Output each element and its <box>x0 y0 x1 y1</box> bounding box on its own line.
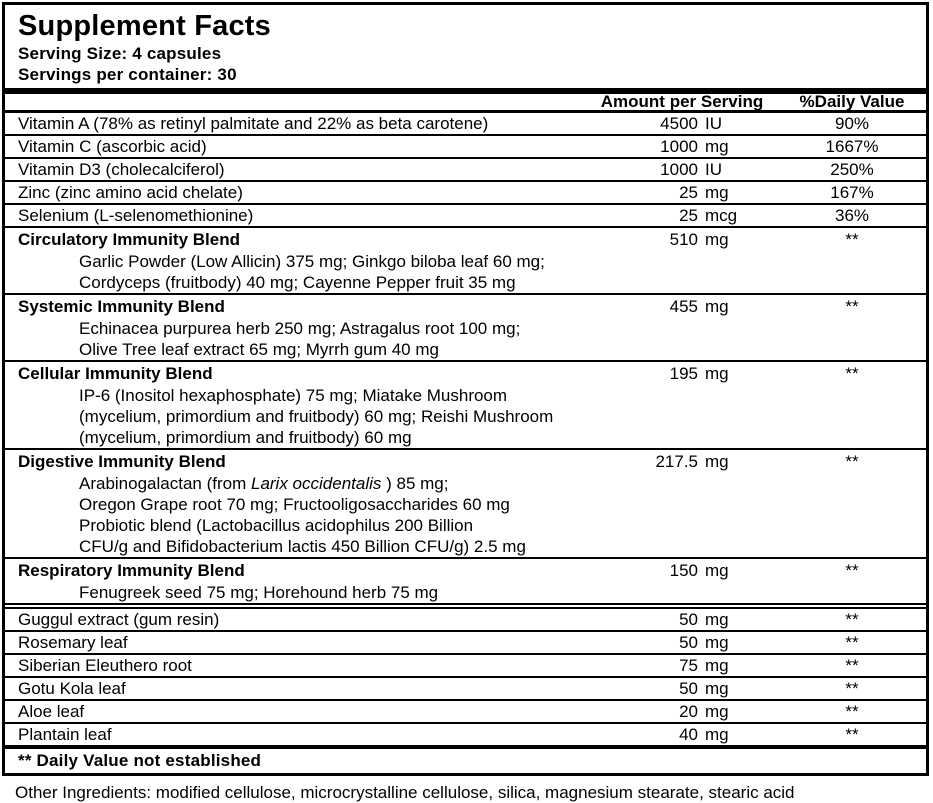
component-text: IP-6 (Inositol hexaphosphate) 75 mg; Miatake Mushroom <box>79 386 508 405</box>
ingredient-name: Digestive Immunity Blend <box>18 452 226 471</box>
supplement-facts-panel <box>2 2 929 776</box>
ingredient-name: Zinc (zinc amino acid chelate) <box>18 183 243 202</box>
component-text: (mycelium, primordium and fruitbody) 60 mg <box>79 428 412 447</box>
table-row-main <box>5 632 926 653</box>
table-row-main <box>5 113 926 134</box>
component-text: ) 85 mg; <box>381 474 449 493</box>
table-row-main <box>5 724 926 745</box>
ingredient-table <box>5 113 926 745</box>
ingredient-name: Aloe leaf <box>18 702 85 721</box>
amount-value: 20 <box>679 702 698 721</box>
blend-components-line <box>5 318 926 339</box>
daily-value: ** <box>845 297 859 316</box>
table-row-main <box>5 228 926 251</box>
amount-value: 40 <box>679 725 698 744</box>
table-row-main <box>5 701 926 722</box>
component-text: Olive Tree leaf extract 65 mg; Myrrh gum 40 mg <box>79 340 439 359</box>
table-row-main <box>5 450 926 473</box>
amount-unit: mg <box>705 725 729 744</box>
component-text: Probiotic blend (Lactobacillus acidophilus 200 Billion <box>79 516 474 535</box>
daily-value: ** <box>845 702 859 721</box>
table-row <box>5 557 926 603</box>
latin-species-name: Larix occidentalis <box>250 474 382 493</box>
amount-value: 195 <box>669 364 698 383</box>
amount-value: 75 <box>679 656 698 675</box>
blend-components-line <box>5 385 926 406</box>
blend-components-line <box>5 272 926 293</box>
component-text: Cordyceps (fruitbody) 40 mg; Cayenne Pepper fruit 35 mg <box>79 273 516 292</box>
daily-value: ** <box>845 452 859 471</box>
column-header-row <box>5 94 926 113</box>
component-text: Arabinogalactan (from <box>79 474 251 493</box>
amount-unit: mg <box>705 297 729 316</box>
table-row <box>5 226 926 293</box>
ingredient-name: Rosemary leaf <box>18 633 128 652</box>
table-row-main <box>5 159 926 180</box>
daily-value: 167% <box>830 183 874 202</box>
amount-value: 50 <box>679 679 698 698</box>
component-text: Oregon Grape root 70 mg; Fructooligosaccharides 60 mg <box>79 495 510 514</box>
daily-value: ** <box>845 230 859 249</box>
table-row <box>5 607 926 630</box>
amount-unit: mg <box>705 656 729 675</box>
table-row-main <box>5 182 926 203</box>
amount-unit: mg <box>705 137 729 156</box>
blend-components-line <box>5 427 926 448</box>
amount-value: 510 <box>669 230 698 249</box>
ingredient-name: Vitamin C (ascorbic acid) <box>18 137 207 156</box>
blend-components-line <box>5 536 926 557</box>
table-row-main <box>5 678 926 699</box>
blend-components-line <box>5 582 926 603</box>
amount-value: 217.5 <box>655 452 698 471</box>
table-row <box>5 203 926 226</box>
ingredient-name: Siberian Eleuthero root <box>18 656 192 675</box>
ingredient-name: Vitamin D3 (cholecalciferol) <box>18 160 225 179</box>
amount-unit: mg <box>705 702 729 721</box>
amount-value: 1000 <box>660 137 698 156</box>
amount-unit: mg <box>705 633 729 652</box>
amount-value: 4500 <box>660 114 698 133</box>
amount-unit: mg <box>705 230 729 249</box>
table-row-main <box>5 205 926 226</box>
amount-value: 25 <box>679 183 698 202</box>
component-text: (mycelium, primordium and fruitbody) 60 mg; Reishi Mushroom <box>79 407 554 426</box>
daily-value-footnote: ** Daily Value not established <box>18 751 262 770</box>
amount-unit: mg <box>705 183 729 202</box>
component-text: Garlic Powder (Low Allicin) 375 mg; Ginkgo biloba leaf 60 mg; <box>79 252 545 271</box>
amount-unit: mg <box>705 452 729 471</box>
table-row-main <box>5 609 926 630</box>
table-row-main <box>5 295 926 318</box>
blend-components-line <box>5 406 926 427</box>
amount-unit: mg <box>705 610 729 629</box>
table-row-main <box>5 136 926 157</box>
serving-size: Serving Size: 4 capsules <box>18 44 222 63</box>
blend-components-line <box>5 494 926 515</box>
dv-column-header: %Daily Value <box>799 92 905 111</box>
ingredient-name: Cellular Immunity Blend <box>18 364 213 383</box>
daily-value: ** <box>845 656 859 675</box>
table-row <box>5 722 926 745</box>
table-row-main <box>5 362 926 385</box>
amount-unit: IU <box>705 114 722 133</box>
ingredient-name: Guggul extract (gum resin) <box>18 610 220 629</box>
daily-value: ** <box>845 725 859 744</box>
table-row <box>5 448 926 557</box>
servings-per-container: Servings per container: 30 <box>18 65 237 84</box>
blend-components-line <box>5 473 926 494</box>
daily-value: ** <box>845 679 859 698</box>
blend-components-line <box>5 515 926 536</box>
table-row <box>5 699 926 722</box>
daily-value: 250% <box>830 160 874 179</box>
daily-value: 90% <box>834 114 870 133</box>
table-row <box>5 630 926 653</box>
table-row-main <box>5 559 926 582</box>
amount-unit: mg <box>705 561 729 580</box>
daily-value: ** <box>845 364 859 383</box>
amount-value: 1000 <box>660 160 698 179</box>
ingredient-name: Plantain leaf <box>18 725 112 744</box>
table-row <box>5 360 926 448</box>
amount-unit: IU <box>705 160 722 179</box>
daily-value: ** <box>845 561 859 580</box>
component-text: Fenugreek seed 75 mg; Horehound herb 75 mg <box>79 583 439 602</box>
component-text: CFU/g and Bifidobacterium lactis 450 Billion CFU/g) 2.5 mg <box>79 537 526 556</box>
table-row <box>5 134 926 157</box>
table-row <box>5 157 926 180</box>
ingredient-name: Systemic Immunity Blend <box>18 297 225 316</box>
table-row <box>5 180 926 203</box>
amount-unit: mg <box>705 679 729 698</box>
table-row <box>5 676 926 699</box>
ingredient-name: Gotu Kola leaf <box>18 679 126 698</box>
daily-value: 1667% <box>825 137 879 156</box>
amount-value: 50 <box>679 610 698 629</box>
table-row <box>5 653 926 676</box>
table-row-main <box>5 655 926 676</box>
blend-components-line <box>5 339 926 360</box>
amount-value: 25 <box>679 206 698 225</box>
amount-value: 150 <box>669 561 698 580</box>
panel-title: Supplement Facts <box>18 10 271 42</box>
component-text: Echinacea purpurea herb 250 mg; Astragalus root 100 mg; <box>79 319 521 338</box>
other-ingredients-text: Other Ingredients: modified cellulose, microcrystalline cellulose, silica, magnesium stearate, stearic acid <box>15 783 795 802</box>
ingredient-name: Selenium (L-selenomethionine) <box>18 206 254 225</box>
daily-value: ** <box>845 633 859 652</box>
ingredient-name: Respiratory Immunity Blend <box>18 561 245 580</box>
amount-unit: mcg <box>705 206 738 225</box>
table-row <box>5 293 926 360</box>
amount-column-header: Amount per Serving <box>600 92 764 111</box>
ingredient-name: Circulatory Immunity Blend <box>18 230 240 249</box>
amount-unit: mg <box>705 364 729 383</box>
amount-value: 50 <box>679 633 698 652</box>
amount-value: 455 <box>669 297 698 316</box>
ingredient-name: Vitamin A (78% as retinyl palmitate and 22% as beta carotene) <box>18 114 489 133</box>
blend-components-line <box>5 251 926 272</box>
daily-value: ** <box>845 610 859 629</box>
table-row <box>5 113 926 134</box>
daily-value: 36% <box>834 206 870 225</box>
